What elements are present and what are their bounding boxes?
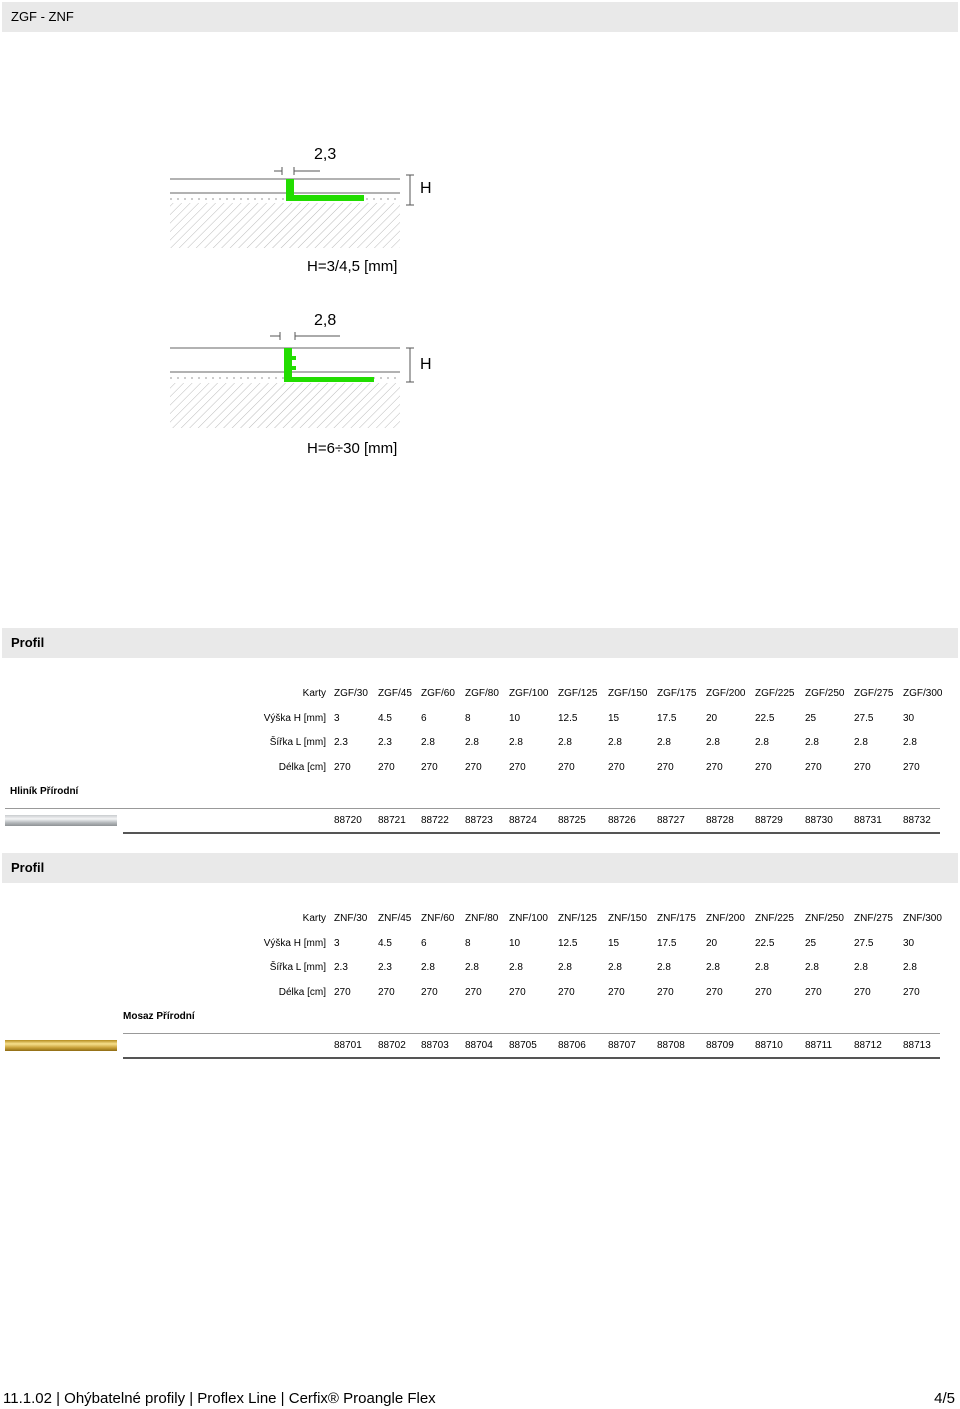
table-cell: 270 [378,987,395,998]
row-label: Karty [302,688,326,699]
table-cell: 2.8 [706,737,720,748]
diagram-caption: H=6÷30 [mm] [307,440,398,457]
height-label: H [420,356,432,373]
table-cell: 270 [854,762,871,773]
table-cell: 2.3 [334,737,348,748]
table-cell: 12.5 [558,938,578,949]
table-cell: 2.8 [657,962,671,973]
table-cell: ZNF/125 [558,913,597,924]
row-label: Šířka L [mm] [269,737,326,748]
row-label: Délka [cm] [278,987,326,998]
product-code: 88706 [558,1040,586,1051]
table-cell: 6 [421,938,427,949]
table-cell: 2.8 [854,737,868,748]
material-label: Hliník Přírodní [10,786,79,797]
table-cell: 17.5 [657,713,677,724]
table-cell: 270 [509,987,526,998]
table-cell: 2.8 [509,737,523,748]
product-code: 88722 [421,815,449,826]
table-cell: ZGF/225 [755,688,795,699]
table-cell: ZNF/250 [805,913,844,924]
table-cell: 10 [509,938,521,949]
table-cell: 2.8 [903,737,917,748]
table-cell: ZNF/45 [378,913,412,924]
table-cell: 2.8 [755,962,769,973]
product-code: 88724 [509,815,537,826]
table-cell: 25 [805,938,817,949]
table-cell: ZNF/300 [903,913,942,924]
product-code: 88704 [465,1040,493,1051]
table-cell: ZGF/45 [378,688,412,699]
spec-row-karty [0,910,960,930]
height-label: H [420,180,432,197]
spec-row-vyska [0,935,960,955]
table-cell: 270 [608,762,625,773]
table-cell: 22.5 [755,713,775,724]
product-code: 88728 [706,815,734,826]
table-cell: 30 [903,938,915,949]
product-code: 88732 [903,815,931,826]
table-cell: ZGF/300 [903,688,943,699]
table-cell: 17.5 [657,938,677,949]
table-cell: 270 [755,987,772,998]
product-code: 88725 [558,815,586,826]
table-cell: 2.8 [903,962,917,973]
table-cell: 270 [854,987,871,998]
row-label: Délka [cm] [278,762,326,773]
table-cell: ZGF/175 [657,688,697,699]
product-code: 88711 [805,1040,833,1051]
table-cell: 270 [509,762,526,773]
table-cell: ZGF/30 [334,688,368,699]
product-code: 88720 [334,815,362,826]
table-cell: ZNF/175 [657,913,696,924]
table-cell: ZGF/275 [854,688,894,699]
table-cell: ZGF/60 [421,688,455,699]
table-cell: 2.8 [854,962,868,973]
dimension-label: 2,8 [314,312,337,329]
product-codes-row [0,1037,960,1057]
table-cell: 270 [608,987,625,998]
table-cell: 4.5 [378,938,392,949]
table-cell: 270 [421,762,438,773]
profile-diagram-2 [160,308,460,458]
table-bottom-rule [123,1057,940,1059]
product-code: 88730 [805,815,833,826]
table-bottom-rule [123,832,940,834]
table-cell: 270 [465,762,482,773]
row-label: Karty [302,913,326,924]
section-label: Profil [2,853,958,883]
table-cell: 2.8 [509,962,523,973]
table-cell: 2.8 [465,962,479,973]
table-cell: ZNF/100 [509,913,548,924]
table-cell: 270 [657,762,674,773]
table-cell: 270 [903,987,920,998]
product-code: 88702 [378,1040,406,1051]
table-cell: 2.8 [805,962,819,973]
table-cell: 2.8 [421,737,435,748]
table-cell: 2.8 [421,962,435,973]
table-cell: 2.8 [657,737,671,748]
table-cell: 27.5 [854,713,874,724]
table-cell: 12.5 [558,713,578,724]
diagram-caption: H=3/4,5 [mm] [307,258,398,275]
table-cell: 30 [903,713,915,724]
product-code: 88708 [657,1040,685,1051]
table-cell: 2.8 [755,737,769,748]
table-cell: ZNF/200 [706,913,745,924]
product-code: 88703 [421,1040,449,1051]
table-cell: ZGF/150 [608,688,648,699]
table-divider [123,1033,940,1034]
table-cell: 2.8 [558,737,572,748]
table-cell: 2.8 [608,962,622,973]
table-cell: 270 [378,762,395,773]
document-title: ZGF - ZNF [2,2,958,32]
dimension-label: 2,3 [314,146,337,163]
section-label: Profil [2,628,958,658]
table-cell: 270 [706,762,723,773]
product-code: 88729 [755,815,783,826]
table-cell: 15 [608,938,620,949]
footer-text: 11.1.02 | Ohýbatelné profily | Proflex Line | Cerfix® Proangle Flex [3,1390,436,1407]
spec-row-delka [0,984,960,1004]
table-cell: 20 [706,938,718,949]
table-cell: 15 [608,713,620,724]
row-label: Výška H [mm] [263,713,326,724]
table-cell: 3 [334,938,340,949]
table-cell: 270 [755,762,772,773]
table-cell: 4.5 [378,713,392,724]
table-cell: ZNF/275 [854,913,893,924]
product-code: 88721 [378,815,406,826]
table-cell: 2.8 [465,737,479,748]
row-label: Výška H [mm] [263,938,326,949]
table-cell: 22.5 [755,938,775,949]
table-cell: 2.8 [608,737,622,748]
table-cell: 2.8 [558,962,572,973]
table-cell: ZGF/100 [509,688,549,699]
table-cell: 270 [465,987,482,998]
table-cell: 270 [334,987,351,998]
table-cell: 270 [558,987,575,998]
product-code: 88731 [854,815,882,826]
product-code: 88707 [608,1040,636,1051]
material-label: Mosaz Přírodní [123,1011,195,1022]
product-code: 88709 [706,1040,734,1051]
table-cell: ZNF/225 [755,913,794,924]
table-cell: 2.3 [378,962,392,973]
product-code: 88712 [854,1040,882,1051]
row-label: Šířka L [mm] [269,962,326,973]
table-cell: 2.8 [706,962,720,973]
table-cell: ZGF/200 [706,688,746,699]
table-cell: 270 [903,762,920,773]
product-code: 88726 [608,815,636,826]
table-cell: 10 [509,713,521,724]
table-cell: ZGF/80 [465,688,499,699]
table-cell: 2.8 [805,737,819,748]
product-code: 88713 [903,1040,931,1051]
product-code: 88705 [509,1040,537,1051]
table-cell: 2.3 [334,962,348,973]
table-cell: ZNF/60 [421,913,455,924]
spec-row-karty [0,685,960,705]
table-cell: 270 [334,762,351,773]
table-cell: 27.5 [854,938,874,949]
table-cell: 270 [421,987,438,998]
product-code: 88701 [334,1040,362,1051]
profile-section-drawing [160,330,460,455]
profile-diagram-1 [160,140,460,280]
product-code: 88727 [657,815,685,826]
spec-row-delka [0,759,960,779]
table-cell: ZNF/80 [465,913,499,924]
table-cell: ZNF/30 [334,913,368,924]
table-cell: ZGF/250 [805,688,845,699]
table-cell: 25 [805,713,817,724]
table-cell: 3 [334,713,340,724]
table-cell: 20 [706,713,718,724]
spec-row-sirka [0,959,960,979]
spec-row-vyska [0,710,960,730]
product-codes-row [0,812,960,832]
product-code: 88710 [755,1040,783,1051]
table-cell: ZGF/125 [558,688,598,699]
table-cell: 6 [421,713,427,724]
table-cell: 270 [706,987,723,998]
spec-row-sirka [0,734,960,754]
table-cell: 8 [465,713,471,724]
table-cell: 270 [657,987,674,998]
table-cell: 8 [465,938,471,949]
table-divider [5,808,940,809]
table-cell: 2.3 [378,737,392,748]
page-number: 4/5 [934,1390,955,1407]
product-code: 88723 [465,815,493,826]
table-cell: 270 [558,762,575,773]
table-cell: ZNF/150 [608,913,647,924]
table-cell: 270 [805,987,822,998]
table-cell: 270 [805,762,822,773]
